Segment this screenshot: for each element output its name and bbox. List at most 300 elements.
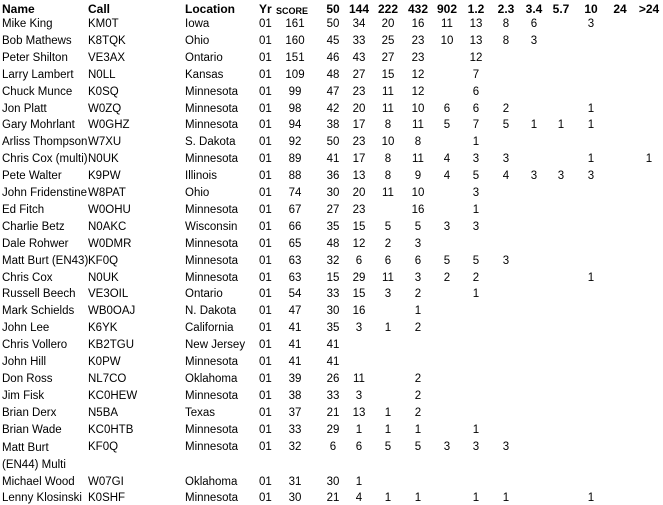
cell-band-50: 41 [326, 339, 340, 352]
cell-yr: 01 [259, 475, 272, 488]
cell-name: Brian Derx [2, 406, 57, 419]
cell-band-432: 11 [412, 153, 424, 166]
cell-band-222: 5 [384, 220, 392, 233]
cell-band-432: 6 [414, 254, 422, 267]
cell-location: Wisconsin [185, 220, 238, 233]
cell-band-50: 46 [326, 51, 340, 64]
cell-score: 41 [288, 356, 302, 368]
cell-yr: 01 [259, 237, 272, 250]
cell-band-1-2: 5 [472, 170, 480, 183]
cell-band-432: 10 [411, 187, 425, 199]
cell-band-1-2: 1 [472, 136, 480, 149]
cell-name: Dale Rohwer [2, 237, 69, 250]
cell-yr: 01 [259, 322, 272, 335]
cell-band-1-2: 1 [472, 423, 480, 436]
cell-yr: 01 [259, 492, 272, 505]
cell-call: KC0HEW [88, 389, 138, 402]
cell-name: Charlie Betz [2, 220, 65, 233]
cell-band-432: 3 [414, 271, 422, 284]
cell-location: New Jersey [185, 339, 246, 352]
cell-band-902: 3 [443, 220, 451, 233]
cell-call: K8TQK [88, 34, 126, 47]
cell-band-over-24: 1 [645, 153, 653, 166]
cell-call: K6YK [88, 322, 118, 335]
cell-name: John Lee [2, 322, 50, 335]
cell-name: Larry Lambert [2, 68, 74, 81]
cell-band-222: 11 [382, 187, 394, 199]
cell-band-1-2: 1 [472, 288, 480, 301]
cell-location: Oklahoma [185, 372, 238, 385]
cell-score: 31 [288, 475, 302, 488]
cell-band-144: 6 [355, 440, 363, 453]
cell-band-50: 30 [326, 187, 340, 199]
cell-band-50: 41 [326, 356, 340, 368]
cell-band-144: 1 [355, 423, 363, 436]
cell-call: VE3OIL [88, 288, 129, 301]
cell-name: Gary Mohrlant [2, 119, 75, 132]
cell-call: KM0T [88, 18, 119, 30]
cell-band-5-7: 1 [557, 119, 565, 132]
cell-band-2-3: 8 [502, 34, 510, 47]
cell-band-222: 8 [384, 170, 392, 183]
cell-band-3-4: 1 [530, 119, 538, 132]
cell-name: Don Ross [2, 372, 53, 385]
cell-call: K0PW [88, 356, 121, 368]
cell-band-1-2: 7 [472, 119, 480, 132]
cell-band-10: 3 [587, 18, 595, 30]
cell-band-10: 1 [587, 271, 595, 284]
cell-band-144: 6 [355, 254, 363, 267]
cell-band-222: 11 [382, 102, 394, 115]
cell-score: 98 [288, 102, 302, 115]
cell-band-50: 48 [326, 237, 340, 250]
header-location: Location [185, 2, 235, 16]
cell-band-2-3: 1 [502, 492, 510, 505]
cell-band-144: 20 [352, 102, 366, 115]
cell-call: K0SQ [88, 85, 119, 98]
cell-band-50: 41 [326, 153, 340, 166]
cell-band-902: 5 [443, 254, 451, 267]
cell-score: 99 [288, 85, 302, 98]
cell-yr: 01 [259, 119, 272, 132]
cell-band-1-2: 6 [472, 85, 480, 98]
cell-band-432: 2 [414, 406, 422, 419]
cell-yr: 01 [259, 203, 272, 216]
cell-call: KB2TGU [88, 339, 135, 352]
cell-location: S. Dakota [185, 136, 236, 149]
cell-call: W07GI [88, 475, 124, 488]
cell-call: KF0Q [88, 440, 119, 453]
cell-band-50: 33 [326, 288, 340, 301]
cell-band-222: 1 [384, 492, 392, 505]
cell-name: Chris Cox (multi) [2, 153, 88, 166]
cell-location: Ontario [185, 288, 223, 301]
cell-score: 109 [285, 68, 305, 81]
cell-yr: 01 [259, 339, 272, 352]
cell-band-222: 15 [381, 68, 395, 81]
cell-call: W0GHZ [88, 119, 130, 132]
cell-location: Minnesota [185, 440, 239, 453]
cell-location: Minnesota [185, 102, 239, 115]
cell-band-50: 32 [326, 254, 340, 267]
cell-name: Mark Schields [2, 305, 75, 318]
cell-band-2-3: 3 [502, 153, 510, 166]
cell-band-50: 50 [326, 18, 340, 30]
cell-band-144: 43 [352, 51, 366, 64]
cell-band-50: 30 [326, 475, 340, 488]
cell-location: N. Dakota [185, 305, 237, 318]
cell-band-1-2: 1 [472, 203, 480, 216]
cell-band-1-2: 3 [472, 440, 480, 453]
cell-band-50: 36 [326, 170, 340, 183]
cell-band-1-2: 5 [472, 254, 480, 267]
cell-band-222: 3 [384, 288, 392, 301]
cell-yr: 01 [259, 136, 272, 149]
cell-location: California [185, 322, 234, 335]
header-band-144: 144 [348, 2, 370, 16]
cell-score: 32 [288, 440, 302, 453]
cell-location: Minnesota [185, 492, 239, 505]
cell-call: N0UK [88, 271, 119, 284]
header-band-50: 50 [326, 2, 340, 16]
cell-name: Chris Cox [2, 271, 53, 284]
cell-location: Minnesota [185, 389, 239, 402]
cell-band-222: 6 [384, 254, 392, 267]
header-score: SCORE [276, 6, 309, 16]
cell-band-3-4: 3 [530, 34, 538, 47]
cell-band-50: 15 [326, 271, 340, 284]
header-band-10: 10 [584, 2, 598, 16]
cell-call: W0ZQ [88, 102, 122, 115]
cell-band-222: 11 [382, 85, 394, 98]
cell-band-222: 1 [384, 423, 392, 436]
cell-location: Minnesota [185, 356, 239, 368]
cell-name: Lenny Klosinski [2, 492, 82, 505]
cell-band-1-2: 3 [472, 187, 480, 199]
cell-name: Mike King [2, 18, 53, 30]
cell-yr: 01 [259, 51, 272, 64]
cell-yr: 01 [259, 305, 272, 318]
cell-band-10: 3 [587, 170, 595, 183]
cell-score: 74 [288, 187, 302, 199]
cell-score: 47 [288, 305, 302, 318]
cell-band-10: 1 [587, 119, 595, 132]
cell-band-144: 15 [352, 288, 366, 301]
cell-score: 41 [288, 339, 302, 352]
cell-score: 54 [288, 288, 302, 301]
cell-band-2-3: 8 [502, 18, 510, 30]
cell-location: Minnesota [185, 254, 239, 267]
cell-band-432: 5 [414, 220, 422, 233]
cell-call: N0AKC [88, 220, 127, 233]
header-band-1-2: 1.2 [467, 2, 485, 16]
cell-band-1-2: 7 [472, 68, 480, 81]
cell-band-2-3: 5 [502, 119, 510, 132]
cell-score: 92 [288, 136, 302, 149]
cell-name: Russell Beech [2, 288, 76, 301]
cell-score: 65 [288, 237, 302, 250]
cell-band-432: 23 [411, 51, 425, 64]
cell-band-50: 27 [326, 203, 340, 216]
cell-name: John Fridenstine [2, 187, 88, 199]
cell-band-432: 16 [411, 203, 425, 216]
cell-band-2-3: 2 [502, 102, 510, 115]
cell-score: 37 [288, 406, 302, 419]
header-band-2-3: 2.3 [497, 2, 515, 16]
cell-band-432: 10 [411, 102, 425, 115]
cell-location: Ohio [185, 34, 210, 47]
cell-band-432: 2 [414, 389, 422, 402]
header-band-24: 24 [613, 2, 627, 16]
cell-band-50: 45 [326, 34, 340, 47]
cell-call: W0DMR [88, 237, 132, 250]
cell-name: Arliss Thompson [2, 136, 88, 149]
cell-call: W8PAT [88, 187, 126, 199]
cell-band-50: 33 [326, 389, 340, 402]
header-yr: Yr [259, 2, 272, 16]
cell-band-144: 1 [355, 475, 363, 488]
header-band-over-24: >24 [638, 2, 660, 16]
cell-band-432: 1 [414, 423, 422, 436]
cell-band-432: 23 [411, 34, 425, 47]
cell-band-50: 26 [326, 372, 340, 385]
cell-band-144: 27 [352, 68, 366, 81]
cell-band-10: 1 [587, 153, 595, 166]
cell-band-144: 23 [352, 203, 366, 216]
cell-band-222: 5 [384, 440, 392, 453]
cell-score: 151 [285, 51, 305, 64]
cell-name: Matt Burt (EN44) Multi [2, 441, 66, 471]
header-name: Name [2, 2, 35, 16]
cell-yr: 01 [259, 68, 272, 81]
cell-yr: 01 [259, 34, 272, 47]
cell-yr: 01 [259, 288, 272, 301]
header-band-432: 432 [407, 2, 429, 16]
cell-band-432: 9 [414, 170, 422, 183]
cell-band-902: 5 [443, 119, 451, 132]
cell-location: Oklahoma [185, 475, 238, 488]
cell-score: 94 [288, 119, 302, 132]
cell-band-1-2: 3 [472, 153, 480, 166]
cell-name: Brian Wade [2, 423, 62, 436]
cell-yr: 01 [259, 389, 272, 402]
cell-band-144: 20 [352, 187, 366, 199]
cell-band-222: 25 [381, 34, 395, 47]
cell-band-2-3: 3 [502, 440, 510, 453]
cell-band-1-2: 6 [472, 102, 480, 115]
cell-score: 63 [288, 254, 302, 267]
cell-band-10: 1 [587, 102, 595, 115]
cell-band-902: 4 [443, 170, 451, 183]
cell-band-902: 11 [441, 18, 453, 30]
cell-call: W7XU [88, 136, 122, 149]
cell-band-144: 11 [353, 372, 365, 385]
cell-band-3-4: 3 [530, 170, 538, 183]
cell-yr: 01 [259, 170, 272, 183]
cell-yr: 01 [259, 372, 272, 385]
cell-band-2-3: 3 [502, 254, 510, 267]
cell-band-222: 8 [384, 153, 392, 166]
cell-call: N0LL [88, 68, 116, 81]
cell-name: Ed Fitch [2, 203, 45, 216]
cell-name: Peter Shilton [2, 51, 68, 64]
cell-band-10: 1 [587, 492, 595, 505]
cell-band-50: 21 [326, 406, 340, 419]
cell-yr: 01 [259, 356, 272, 368]
cell-band-222: 11 [382, 271, 394, 284]
cell-location: Texas [185, 406, 216, 419]
cell-score: 63 [288, 271, 302, 284]
cell-band-144: 3 [355, 389, 363, 402]
cell-band-1-2: 2 [472, 271, 480, 284]
cell-band-222: 20 [381, 18, 395, 30]
cell-yr: 01 [259, 85, 272, 98]
cell-band-50: 38 [326, 119, 340, 132]
cell-yr: 01 [259, 406, 272, 419]
cell-location: Minnesota [185, 203, 239, 216]
cell-call: W0OHU [88, 203, 131, 216]
cell-band-222: 1 [384, 406, 392, 419]
cell-band-432: 8 [414, 136, 422, 149]
cell-name: Jim Fisk [2, 389, 45, 402]
cell-score: 66 [288, 220, 302, 233]
cell-yr: 01 [259, 423, 272, 436]
cell-score: 89 [288, 153, 302, 166]
cell-name: Pete Walter [2, 170, 62, 183]
cell-band-1-2: 13 [469, 18, 483, 30]
cell-band-432: 12 [411, 85, 425, 98]
cell-band-432: 12 [411, 68, 425, 81]
cell-band-50: 30 [326, 305, 340, 318]
cell-band-5-7: 3 [557, 170, 565, 183]
cell-score: 67 [288, 203, 302, 216]
cell-yr: 01 [259, 254, 272, 267]
cell-band-144: 13 [352, 406, 366, 419]
cell-band-144: 29 [352, 271, 366, 284]
cell-band-144: 34 [352, 18, 366, 30]
cell-band-144: 15 [352, 220, 366, 233]
cell-score: 88 [288, 170, 302, 183]
cell-score: 41 [288, 322, 302, 335]
cell-band-432: 1 [414, 492, 422, 505]
cell-band-1-2: 3 [472, 220, 480, 233]
cell-band-432: 2 [414, 372, 422, 385]
cell-band-902: 3 [443, 440, 451, 453]
cell-yr: 01 [259, 18, 272, 30]
cell-location: Ohio [185, 187, 210, 199]
cell-name: Chris Vollero [2, 339, 68, 352]
cell-band-432: 1 [414, 305, 422, 318]
cell-score: 39 [288, 372, 302, 385]
cell-location: Ontario [185, 51, 223, 64]
cell-band-50: 29 [326, 423, 340, 436]
cell-band-144: 16 [352, 305, 366, 318]
cell-score: 161 [285, 18, 305, 30]
cell-name: John Hill [2, 356, 47, 368]
cell-band-144: 3 [355, 322, 363, 335]
cell-band-222: 2 [384, 237, 392, 250]
cell-band-144: 23 [352, 85, 366, 98]
cell-location: Minnesota [185, 423, 239, 436]
cell-band-902: 2 [443, 271, 451, 284]
cell-yr: 01 [259, 220, 272, 233]
cell-band-2-3: 4 [502, 170, 510, 183]
cell-call: N0UK [88, 153, 119, 166]
cell-yr: 01 [259, 440, 272, 453]
cell-band-1-2: 12 [469, 51, 483, 64]
header-band-222: 222 [377, 2, 399, 16]
cell-call: NL7CO [88, 372, 127, 385]
cell-score: 38 [288, 389, 302, 402]
cell-band-144: 13 [352, 170, 366, 183]
cell-location: Minnesota [185, 271, 239, 284]
cell-band-902: 6 [443, 102, 451, 115]
cell-band-50: 47 [326, 85, 340, 98]
cell-band-50: 50 [326, 136, 340, 149]
cell-name: Jon Platt [2, 102, 47, 115]
cell-name: Matt Burt (EN43) [2, 254, 89, 267]
cell-band-50: 35 [326, 220, 340, 233]
cell-call: K9PW [88, 170, 121, 183]
cell-call: VE3AX [88, 51, 126, 64]
cell-location: Minnesota [185, 237, 239, 250]
cell-name: Bob Mathews [2, 34, 72, 47]
header-call: Call [88, 2, 111, 16]
cell-band-3-4: 6 [530, 18, 538, 30]
cell-band-1-2: 13 [469, 34, 483, 47]
cell-band-144: 4 [355, 492, 363, 505]
cell-yr: 01 [259, 153, 272, 166]
cell-band-432: 2 [414, 322, 422, 335]
cell-score: 33 [288, 423, 302, 436]
cell-yr: 01 [259, 187, 272, 199]
header-band-5-7: 5.7 [552, 2, 570, 16]
cell-band-144: 33 [352, 34, 366, 47]
cell-band-144: 17 [352, 119, 366, 132]
cell-call: N5BA [88, 406, 119, 419]
cell-location: Minnesota [185, 153, 239, 166]
cell-call: KC0HTB [88, 423, 134, 436]
cell-band-222: 27 [381, 51, 395, 64]
cell-band-432: 3 [414, 237, 422, 250]
cell-location: Iowa [185, 18, 210, 30]
cell-call: KF0Q [88, 254, 119, 267]
cell-band-432: 16 [411, 18, 425, 30]
cell-band-432: 11 [412, 119, 424, 132]
cell-band-222: 8 [384, 119, 392, 132]
cell-location: Minnesota [185, 119, 239, 132]
header-band-902: 902 [436, 2, 458, 16]
header-band-3-4: 3.4 [525, 2, 543, 16]
cell-name: Chuck Munce [2, 85, 73, 98]
cell-band-432: 5 [414, 440, 422, 453]
cell-name: Michael Wood [2, 475, 75, 488]
cell-band-1-2: 1 [472, 492, 480, 505]
cell-location: Kansas [185, 68, 224, 81]
cell-score: 30 [288, 492, 302, 505]
cell-band-222: 10 [381, 136, 395, 149]
cell-band-144: 23 [352, 136, 366, 149]
cell-band-144: 17 [352, 153, 366, 166]
cell-score: 160 [285, 34, 305, 47]
cell-call: K0SHF [88, 492, 126, 505]
cell-yr: 01 [259, 271, 272, 284]
cell-band-902: 10 [440, 34, 454, 47]
cell-band-432: 2 [414, 288, 422, 301]
cell-location: Illinois [185, 170, 217, 183]
cell-band-50: 6 [329, 440, 337, 453]
cell-band-50: 48 [326, 68, 340, 81]
